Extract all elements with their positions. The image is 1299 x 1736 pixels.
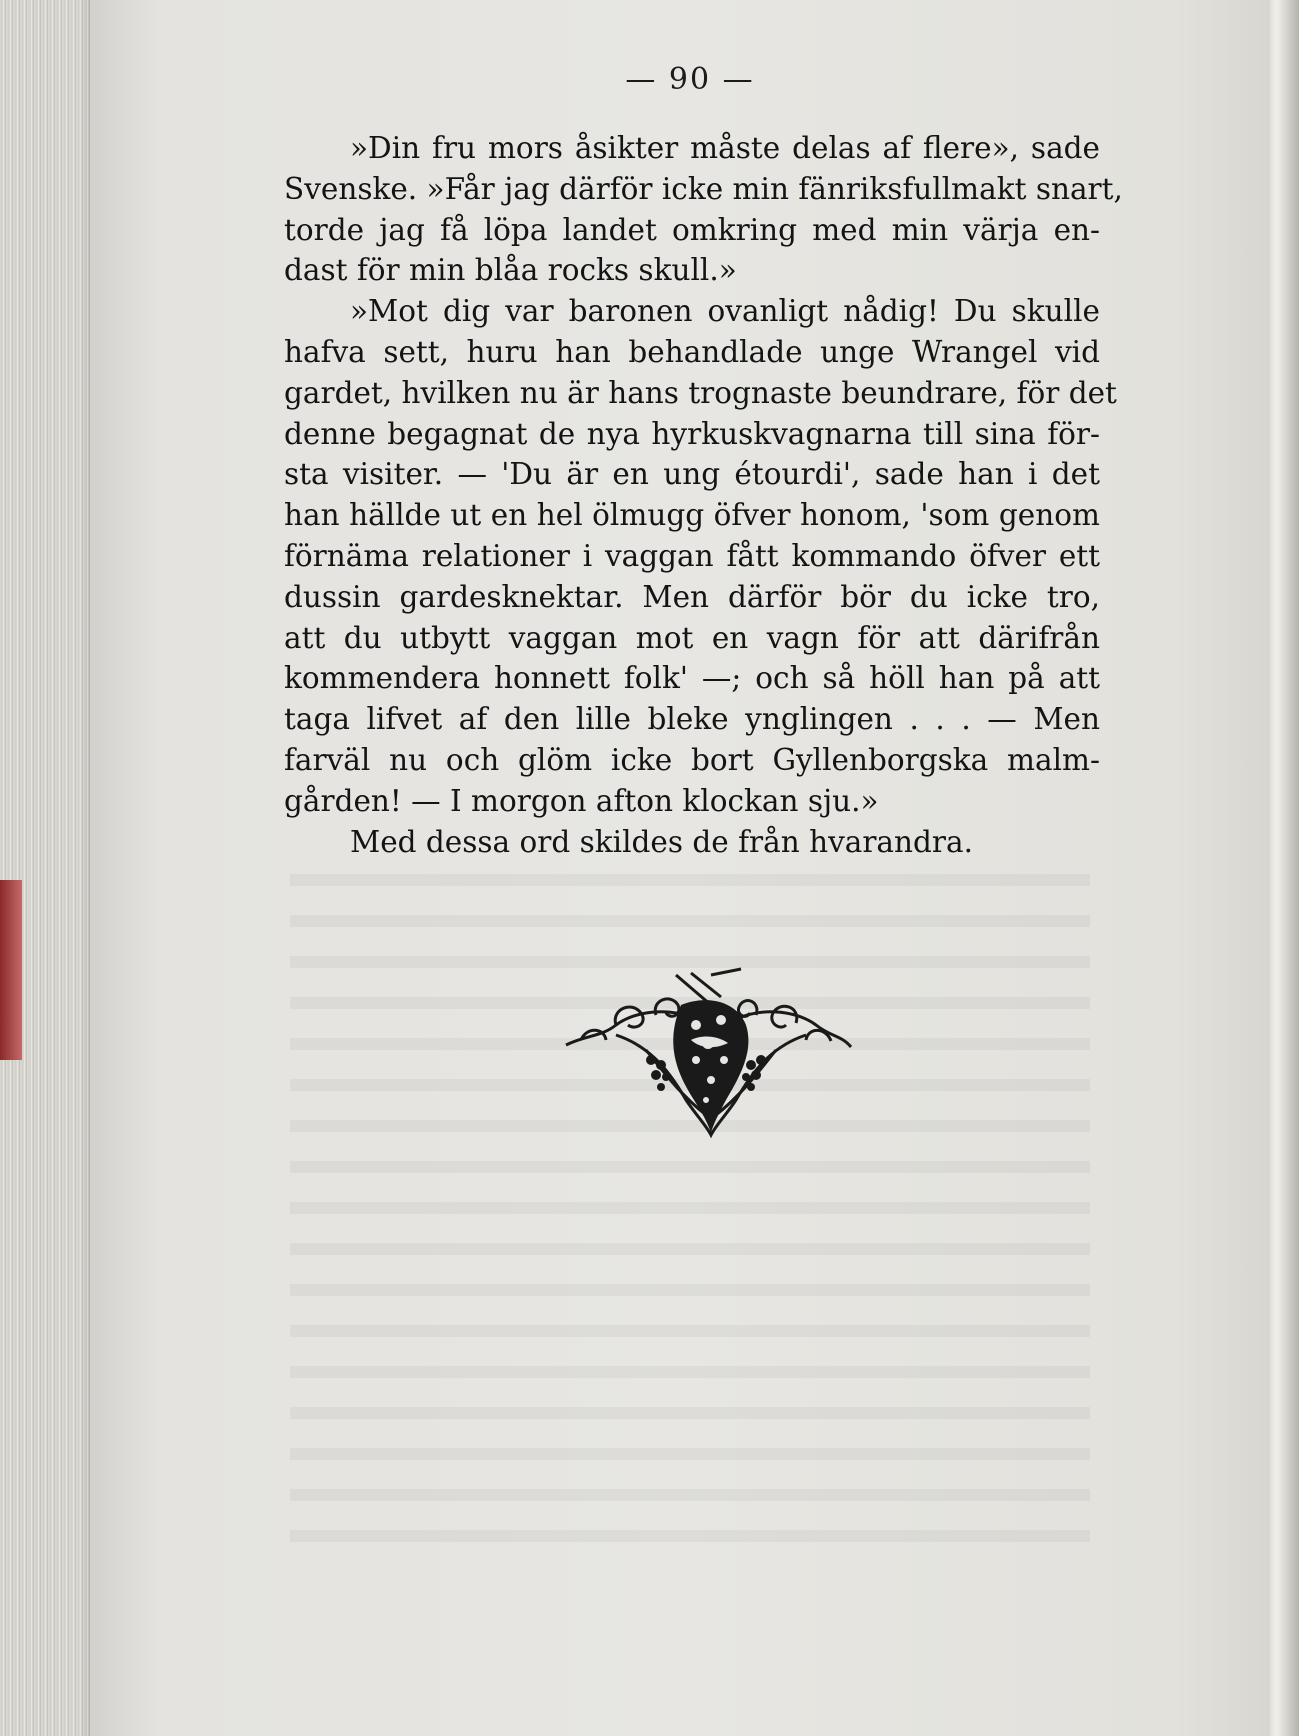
text-line: farväl nu och glöm icke bort Gyllenborgska malm- — [284, 742, 1100, 777]
book-page-edges — [0, 0, 100, 1736]
text-line: dussin gardesknektar. Men därför bör du icke tro, — [284, 579, 1100, 614]
text-line: torde jag få löpa landet omkring med min värja en- — [284, 212, 1100, 247]
book-cover-edge — [0, 880, 22, 1060]
show-through-text — [290, 850, 1090, 1550]
text-line: han hällde ut en hel ölmugg öfver honom, 'som genom — [284, 498, 1100, 533]
text-line: förnäma relationer i vaggan fått kommando öfver ett — [284, 538, 1100, 573]
text-line: gården! — I morgon afton klockan sju.» — [284, 783, 879, 818]
text-line: Med dessa ord skildes de från hvarandra. — [350, 824, 973, 859]
text-line: Svenske. »Får jag därför icke min fänriksfullmakt snart, — [284, 171, 1123, 206]
paragraph-3 — [284, 822, 1100, 863]
text-line: kommendera honnett folk' —; och så höll han på att — [284, 661, 1100, 696]
text-line: »Din fru mors åsikter måste delas af flere», sade — [350, 131, 1100, 165]
text-line: sta visiter. — 'Du är en ung étourdi', sade han i det — [284, 457, 1100, 492]
text-line: »Mot dig var baronen ovanligt nådig! Du skulle — [350, 294, 1100, 329]
paragraph-1 — [284, 128, 1123, 291]
vine-leaf-ornament-icon — [556, 965, 856, 1140]
text-line: dast för min blåa rocks skull.» — [284, 253, 737, 288]
text-line: att du utbytt vaggan mot en vagn för att därifrån — [284, 620, 1100, 655]
text-line: denne begagnat de nya hyrkuskvagnarna till sina för- — [284, 416, 1100, 451]
page-number: — 90 — — [625, 62, 755, 97]
text-line: hafva sett, huru han behandlade unge Wrangel vid — [284, 334, 1100, 369]
paragraph-2 — [284, 291, 1117, 821]
text-line: gardet, hvilken nu är hans trognaste beundrare, för det — [284, 375, 1117, 410]
body-text — [284, 128, 1123, 862]
text-line: taga lifvet af den lille bleke ynglingen . . . — Men — [284, 702, 1100, 737]
